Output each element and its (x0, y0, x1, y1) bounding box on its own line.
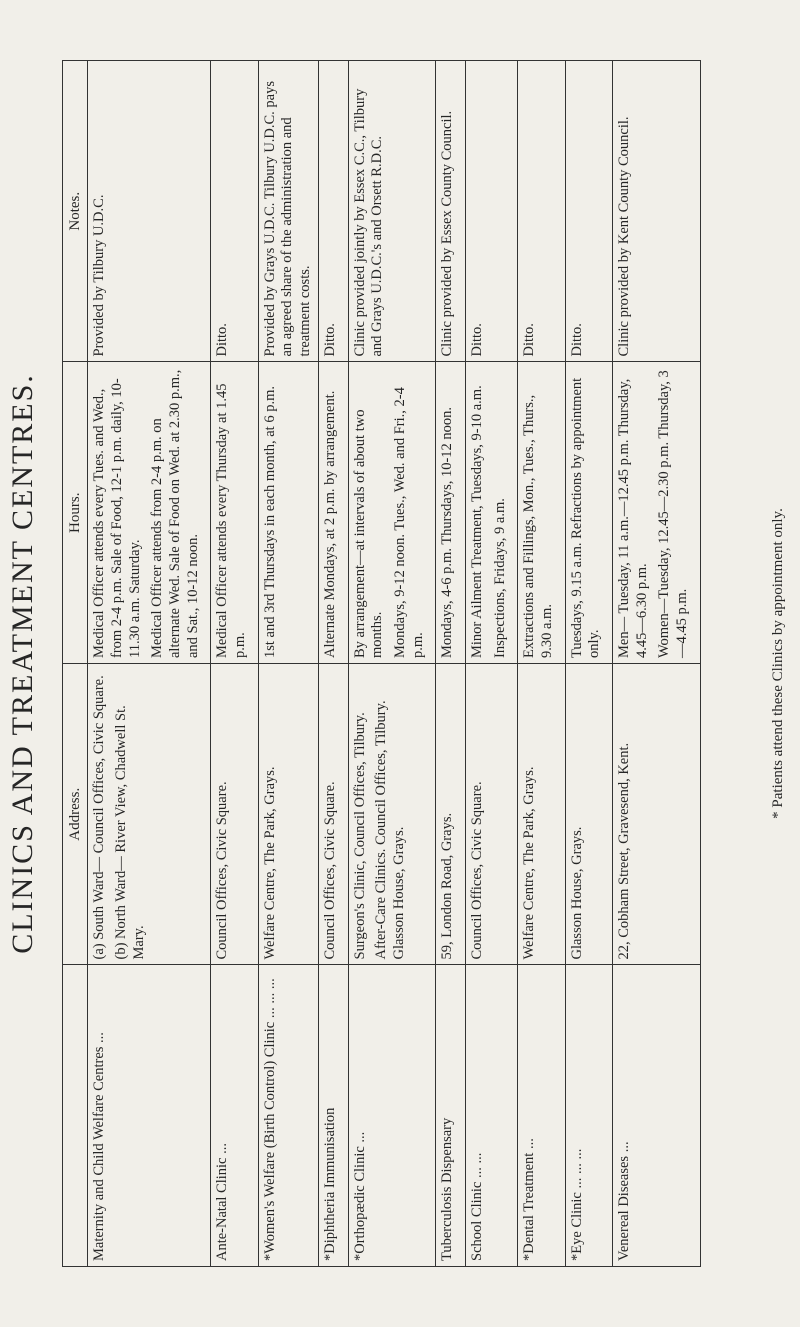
clinic-name: Tuberculosis Dispensary (436, 965, 466, 1267)
address-line: Council Offices, Civic Square. (321, 781, 338, 960)
clinic-name: *Women's Welfare (Birth Control) Clinic ... ... ... (258, 965, 318, 1267)
header-notes: Notes. (63, 61, 88, 363)
clinic-hours (258, 362, 318, 664)
clinic-hours (436, 362, 466, 664)
clinic-notes: Clinic provided by Kent County Council. (613, 61, 701, 363)
hours-line: Extractions and Fillings, Mon., Tues., Thurs., 9.30 a.m. (521, 394, 556, 658)
clinic-name: Maternity and Child Welfare Centres ... (88, 965, 211, 1267)
table-row (518, 61, 565, 1267)
clinic-hours (565, 362, 612, 664)
header-row (63, 61, 88, 1267)
clinic-name: Ante-Natal Clinic ... (211, 965, 258, 1267)
clinic-hours (465, 362, 517, 664)
hours-line: Mondays, 9-12 noon. Tues., Wed. and Fri., 2-4 p.m. (391, 387, 426, 658)
address-line: After-Care Clinics. Council Offices, Tilbury. Glasson House, Grays. (373, 700, 407, 960)
clinic-notes: Ditto. (518, 61, 565, 363)
table-row (436, 61, 466, 1267)
clinic-hours (88, 362, 211, 664)
address-line: (b) North Ward— River View, Chadwell St. Mary. (112, 705, 147, 960)
clinic-address (613, 664, 701, 966)
table-row (258, 61, 318, 1267)
address-line: 22, Cobham Street, Gravesend, Kent. (616, 742, 633, 960)
clinic-address (88, 664, 211, 966)
address-line: (a) South Ward— Council Offices, Civic Square. (91, 675, 108, 960)
address-line: 59, London Road, Grays. (439, 812, 456, 960)
table-row (348, 61, 436, 1267)
clinic-address (436, 664, 466, 966)
footnote: * Patients attend these Clinics by appointment only. (770, 508, 786, 819)
table-body (88, 61, 701, 1267)
clinic-name: *Eye Clinic ... ... ... (565, 965, 612, 1267)
table-row (318, 61, 348, 1267)
clinic-notes: Ditto. (211, 61, 258, 363)
address-line: Council Offices, Civic Square. (214, 781, 231, 960)
hours-line: Women—Tuesday, 12.45—2.30 p.m. Thursday, 3—4.45 p.m. (656, 370, 691, 658)
table-row (211, 61, 258, 1267)
address-line: Surgeon's Clinic, Council Offices, Tilbury. (351, 712, 368, 960)
table-row (565, 61, 612, 1267)
table-row (88, 61, 211, 1267)
clinic-address (348, 664, 436, 966)
clinic-notes: Provided by Tilbury U.D.C. (88, 61, 211, 363)
clinic-hours (518, 362, 565, 664)
hours-line: Alternate Mondays, at 2 p.m. by arrangement. (321, 390, 338, 658)
clinic-hours (348, 362, 436, 664)
clinic-address (465, 664, 517, 966)
header-name (63, 965, 88, 1267)
clinic-notes: Provided by Grays U.D.C. Tilbury U.D.C. pays an agreed share of the administration and treatment costs. (258, 61, 318, 363)
clinic-address (258, 664, 318, 966)
hours-line: Mondays, 4-6 p.m. Thursdays, 10-12 noon. (439, 406, 456, 658)
clinic-name: *Dental Treatment ... (518, 965, 565, 1267)
table-row (613, 61, 701, 1267)
clinic-address (318, 664, 348, 966)
clinic-notes: Clinic provided by Essex County Council. (436, 61, 466, 363)
header-hours: Hours. (63, 362, 88, 664)
clinic-address (211, 664, 258, 966)
header-address: Address. (63, 664, 88, 966)
clinic-name: *Orthopædic Clinic ... (348, 965, 436, 1267)
hours-line: Tuesdays, 9.15 a.m. Refractions by appointment only. (568, 377, 603, 658)
clinic-notes: Ditto. (318, 61, 348, 363)
clinics-table (62, 60, 701, 1267)
clinic-address (518, 664, 565, 966)
hours-line: Medical Officer attends every Thursday at 1.45 p.m. (214, 383, 249, 658)
page-title: CLINICS AND TREATMENT CENTRES. (6, 373, 39, 954)
address-line: Welfare Centre, The Park, Grays. (521, 766, 538, 960)
clinic-hours (211, 362, 258, 664)
table-row (465, 61, 517, 1267)
clinic-notes: Ditto. (565, 61, 612, 363)
hours-line: Medical Officer attends every Tues. and Wed., from 2-4 p.m. Sale of Food, 12-1 p.m. daily, 10-11.30 a.m. Saturday. (91, 378, 143, 658)
clinic-name: Venereal Diseases ... (613, 965, 701, 1267)
address-line: Council Offices, Civic Square. (468, 781, 485, 960)
hours-line: Medical Officer attends from 2-4 p.m. on alternate Wed. Sale of Food on Wed. at 2.30 p.m., and Sat., 10-12 noon. (149, 369, 201, 658)
hours-line: By arrangement—at intervals of about two months. (351, 409, 386, 658)
clinic-address (565, 664, 612, 966)
hours-line: Minor Ailment Treatment, Tuesdays, 9-10 a.m. (468, 385, 485, 658)
clinic-hours (318, 362, 348, 664)
clinic-name: *Diphtheria Immunisation (318, 965, 348, 1267)
clinic-notes: Ditto. (465, 61, 517, 363)
clinic-name: School Clinic ... ... (465, 965, 517, 1267)
hours-line: 1st and 3rd Thursdays in each month, at 6 p.m. (261, 386, 278, 658)
hours-line: Men— Tuesday, 11 a.m.—12.45 p.m. Thursday, 4.45—6.30 p.m. (616, 378, 650, 658)
clinic-notes: Clinic provided jointly by Essex C.C., Tilbury and Grays U.D.C.'s and Orsett R.D.C. (348, 61, 436, 363)
hours-line: Inspections, Fridays, 9 a.m. (491, 498, 508, 658)
clinic-hours (613, 362, 701, 664)
address-line: Glasson House, Grays. (568, 826, 585, 960)
address-line: Welfare Centre, The Park, Grays. (261, 766, 278, 960)
